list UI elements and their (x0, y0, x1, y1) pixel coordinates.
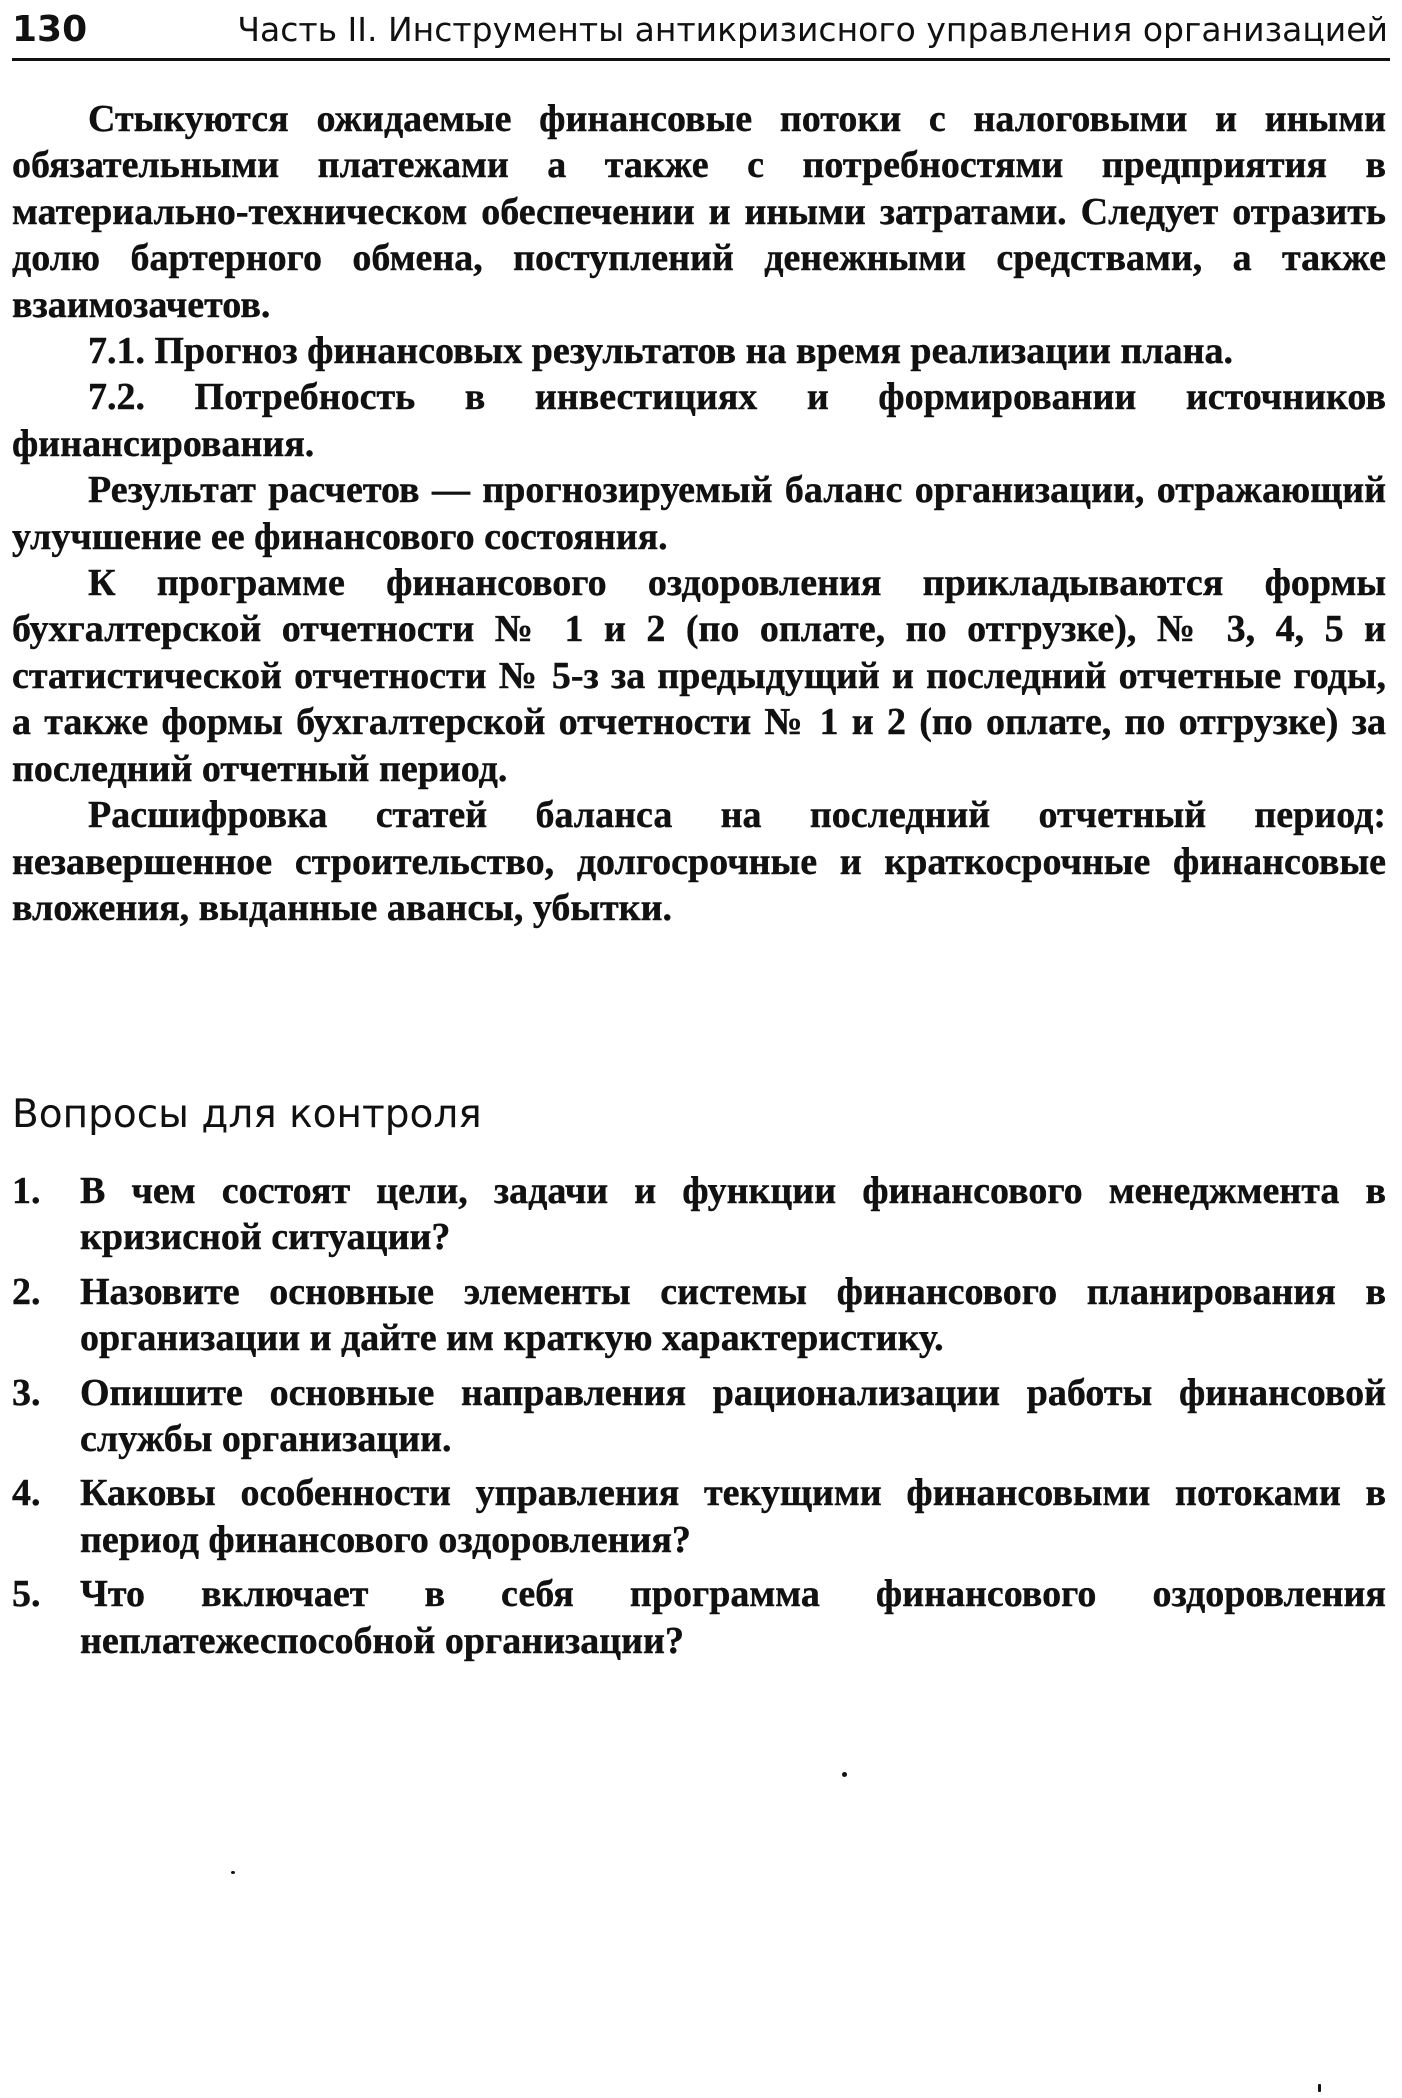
question-text: В чем состоят цели, задачи и функции финансового менеджмента в кризисной ситуации? (80, 1170, 1386, 1259)
body-text (12, 96, 1386, 931)
question-text: Каковы особенности управления текущими финансовыми потоками в период финансового оздоровления? (80, 1472, 1386, 1561)
scan-speck (231, 1871, 235, 1874)
question-number: 2. (12, 1270, 41, 1313)
section-heading: Вопросы для контроля (12, 1092, 482, 1137)
question-item (12, 1269, 1386, 1362)
running-title: Часть II. Инструменты антикризисного управления организацией (237, 10, 1388, 49)
scan-speck (1318, 2084, 1321, 2092)
scan-speck (842, 1772, 847, 1777)
question-number: 1. (12, 1170, 41, 1212)
paragraph: 7.1. Прогноз финансовых результатов на время реализации плана. (88, 330, 1234, 373)
question-number: 4. (12, 1472, 41, 1515)
question-item (12, 1470, 1386, 1563)
question-text: Опишите основные направления рационализации работы финансовой службы организации. (80, 1371, 1386, 1461)
questions-list (12, 1168, 1386, 1672)
question-number: 5. (12, 1573, 41, 1616)
question-number: 3. (12, 1371, 41, 1414)
paragraph: 7.2. Потребность в инвестициях и формировании источников финансирования. (12, 376, 1386, 465)
page-number: 130 (12, 9, 88, 50)
paragraph: Расшифровка статей баланса на последний отчетный период: незавершенное строительство, долгосрочные и краткосрочные финансовые вложения, выданные авансы, убытки. (12, 794, 1386, 929)
paragraph: Стыкуются ожидаемые финансовые потоки с налоговыми и иными обязательными платежами а также с потребностями предприятия в материально-техническом обеспечении и иными затратами. Следует отразить долю бартерного обмена, поступлений денежными средствами, а также взаимозачетов. (12, 98, 1386, 326)
paragraph: К программе финансового оздоровления прикладываются формы бухгалтерской отчетности № 1 и 2 (по оплате, по отгрузке), № 3, 4, 5 и статистической отчетности № 5-з за предыдущий и последний отчетные годы, а также формы бухгалтерской отчетности № 1 и 2 (по оплате, по отгрузке) за последний отчетный период. (12, 562, 1386, 790)
question-item (12, 1370, 1386, 1463)
question-text: Назовите основные элементы системы финансового планирования в организации и дайте им краткую характеристику. (80, 1270, 1386, 1360)
question-item (12, 1168, 1386, 1261)
question-item (12, 1571, 1386, 1664)
question-text: Что включает в себя программа финансового оздоровления неплатежеспособной организации? (80, 1573, 1386, 1662)
paragraph: Результат расчетов — прогнозируемый баланс организации, отражающий улучшение ее финансового состояния. (12, 469, 1386, 558)
running-head (12, 0, 1390, 61)
